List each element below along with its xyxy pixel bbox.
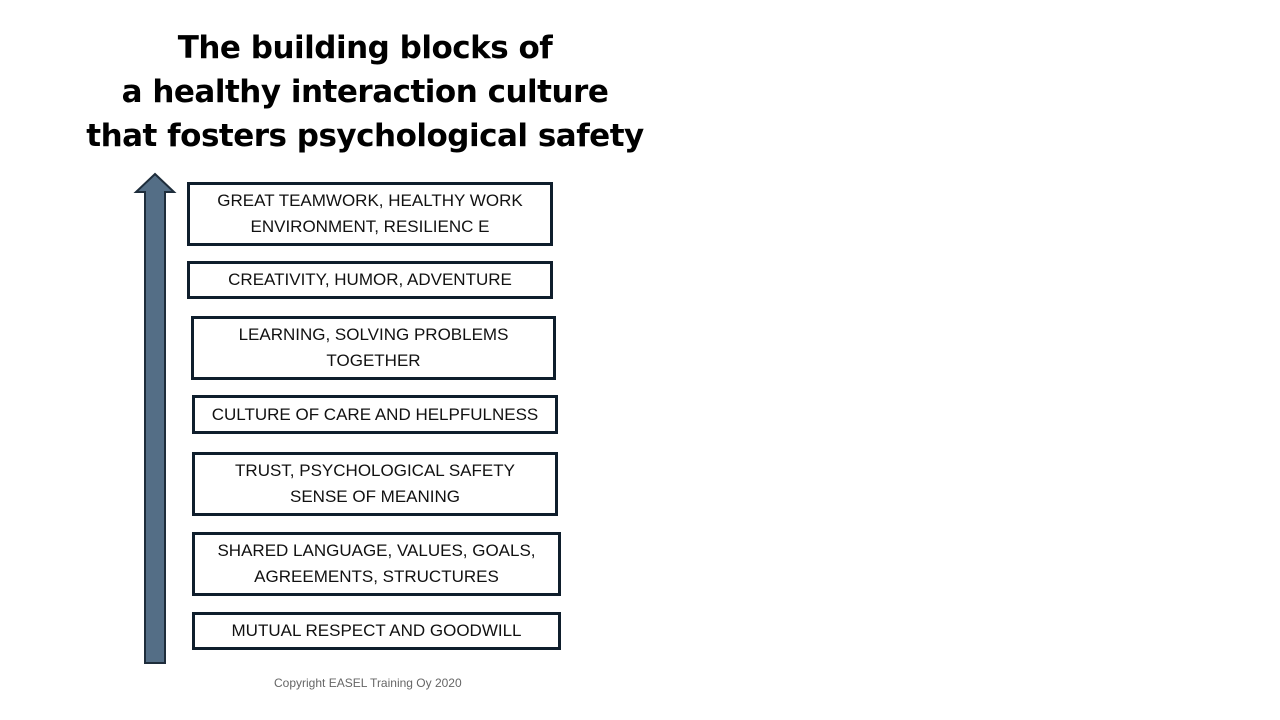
block-line: AGREEMENTS, STRUCTURES (254, 567, 499, 586)
block-learning (191, 316, 556, 380)
block-line: ENVIRONMENT, RESILIENC E (250, 217, 490, 236)
block-great-teamwork (187, 182, 553, 246)
title-line-1: The building blocks of (177, 30, 553, 66)
block-line: TOGETHER (326, 351, 421, 370)
block-line: GREAT TEAMWORK, HEALTHY WORK (217, 191, 523, 210)
title-line-3: that fosters psychological safety (86, 118, 644, 154)
block-culture-of-care (192, 395, 558, 434)
block-creativity (187, 261, 553, 299)
block-line: CREATIVITY, HUMOR, ADVENTURE (228, 270, 512, 289)
title-line-2: a healthy interaction culture (121, 74, 609, 110)
block-line: MUTUAL RESPECT AND GOODWILL (231, 621, 522, 640)
slide-title (40, 26, 690, 158)
block-line: LEARNING, SOLVING PROBLEMS (238, 325, 509, 344)
block-line: SHARED LANGUAGE, VALUES, GOALS, (217, 541, 536, 560)
copyright-notice: Copyright EASEL Training Oy 2020 (274, 676, 462, 690)
block-line: CULTURE OF CARE AND HELPFULNESS (211, 404, 539, 424)
block-trust (192, 452, 558, 516)
block-mutual-respect (192, 612, 561, 650)
block-line: TRUST, PSYCHOLOGICAL SAFETY (235, 461, 515, 480)
block-line: SENSE OF MEANING (289, 487, 461, 506)
up-arrow-icon (133, 172, 177, 666)
block-shared-language (192, 532, 561, 596)
